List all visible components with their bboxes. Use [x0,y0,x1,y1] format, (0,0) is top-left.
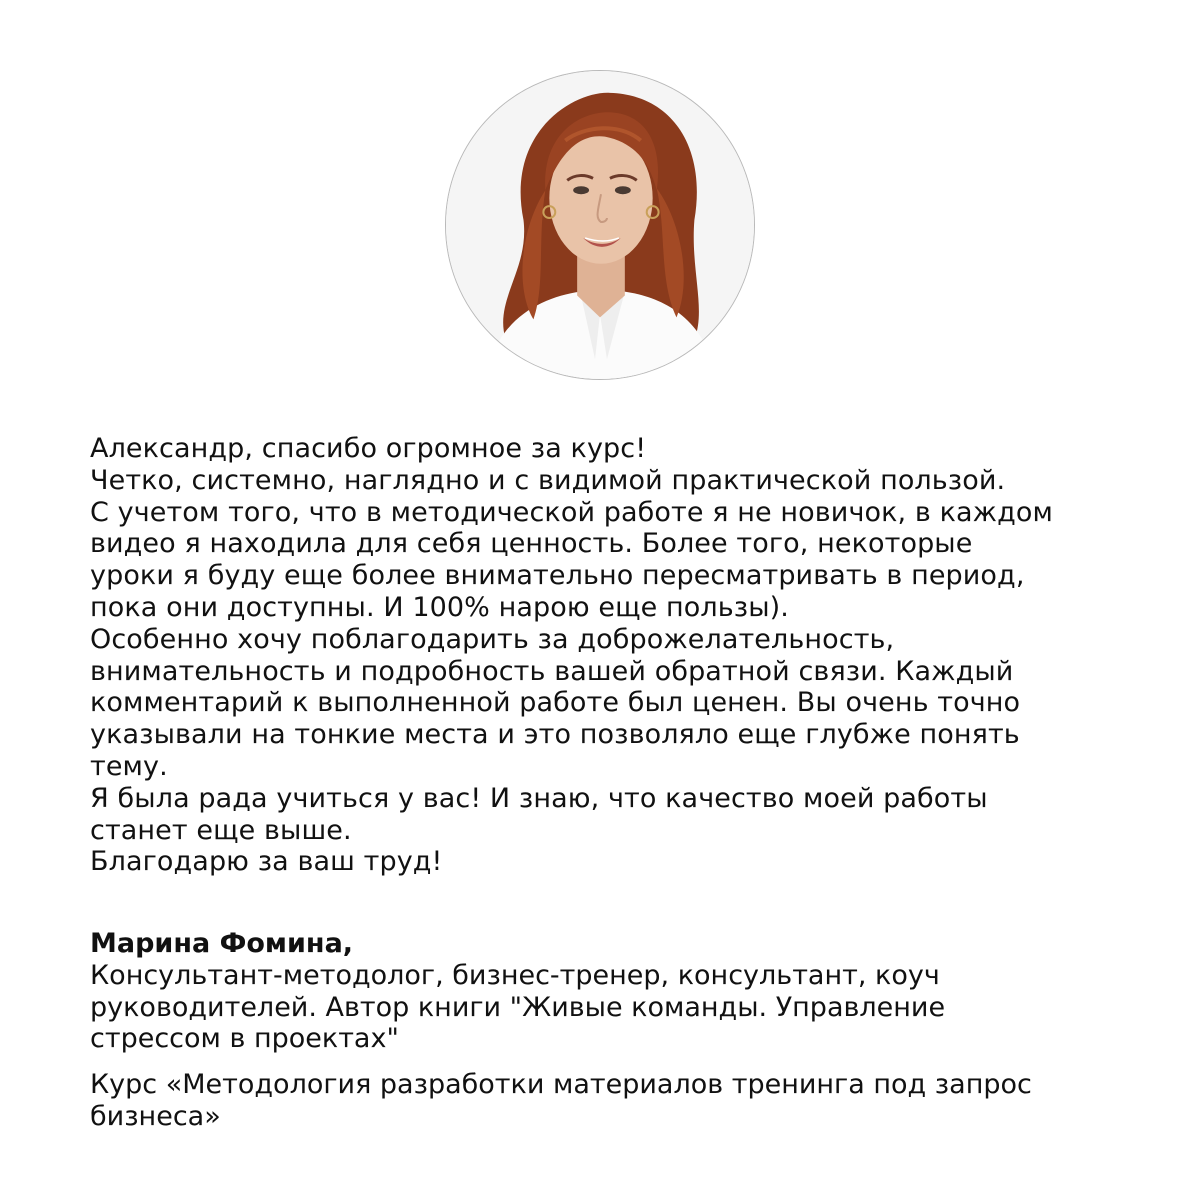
review-text [90,433,1130,878]
review-line: пока они доступны. И 100% нарою еще пользы). [90,591,789,623]
review-line: комментарий к выполненной работе был ценен. Вы очень точно [90,687,1021,719]
author-avatar [445,70,755,380]
review-line: указывали на тонкие места и это позволяло еще глубже понять [90,719,1020,751]
author-role-line: руководителей. Автор книги "Живые команды. Управление [90,991,946,1023]
author-role-line: Консультант-методолог, бизнес-тренер, консультант, коуч [90,959,940,991]
author-portrait-image [446,71,754,379]
course-title-line: Курс «Методология разработки материалов тренинга под запрос [90,1069,1032,1101]
review-line: С учетом того, что в методической работе я не новичок, в каждом [90,496,1053,528]
author-role-line: стрессом в проектах" [90,1023,399,1055]
author-signature [90,928,1130,1133]
review-line: Благодарю за ваш труд! [90,846,443,878]
review-line: внимательность и подробность вашей обратной связи. Каждый [90,655,1014,687]
review-line: видео я находила для себя ценность. Более того, некоторые [90,528,973,560]
review-line: станет еще выше. [90,814,352,846]
author-name: Марина Фомина, [90,928,354,959]
course-title-line: бизнеса» [90,1100,221,1132]
course-title [90,1069,1130,1133]
author-role [90,960,1130,1055]
review-line: Александр, спасибо огромное за курс! [90,433,647,464]
review-line: тему. [90,750,168,782]
review-line: Особенно хочу поблагодарить за доброжелательность, [90,623,895,655]
review-line: уроки я буду еще более внимательно пересматривать в период, [90,560,1025,592]
review-line: Я была рада учиться у вас! И знаю, что качество моей работы [90,782,988,814]
review-line: Четко, системно, наглядно и с видимой практической пользой. [90,464,1006,496]
